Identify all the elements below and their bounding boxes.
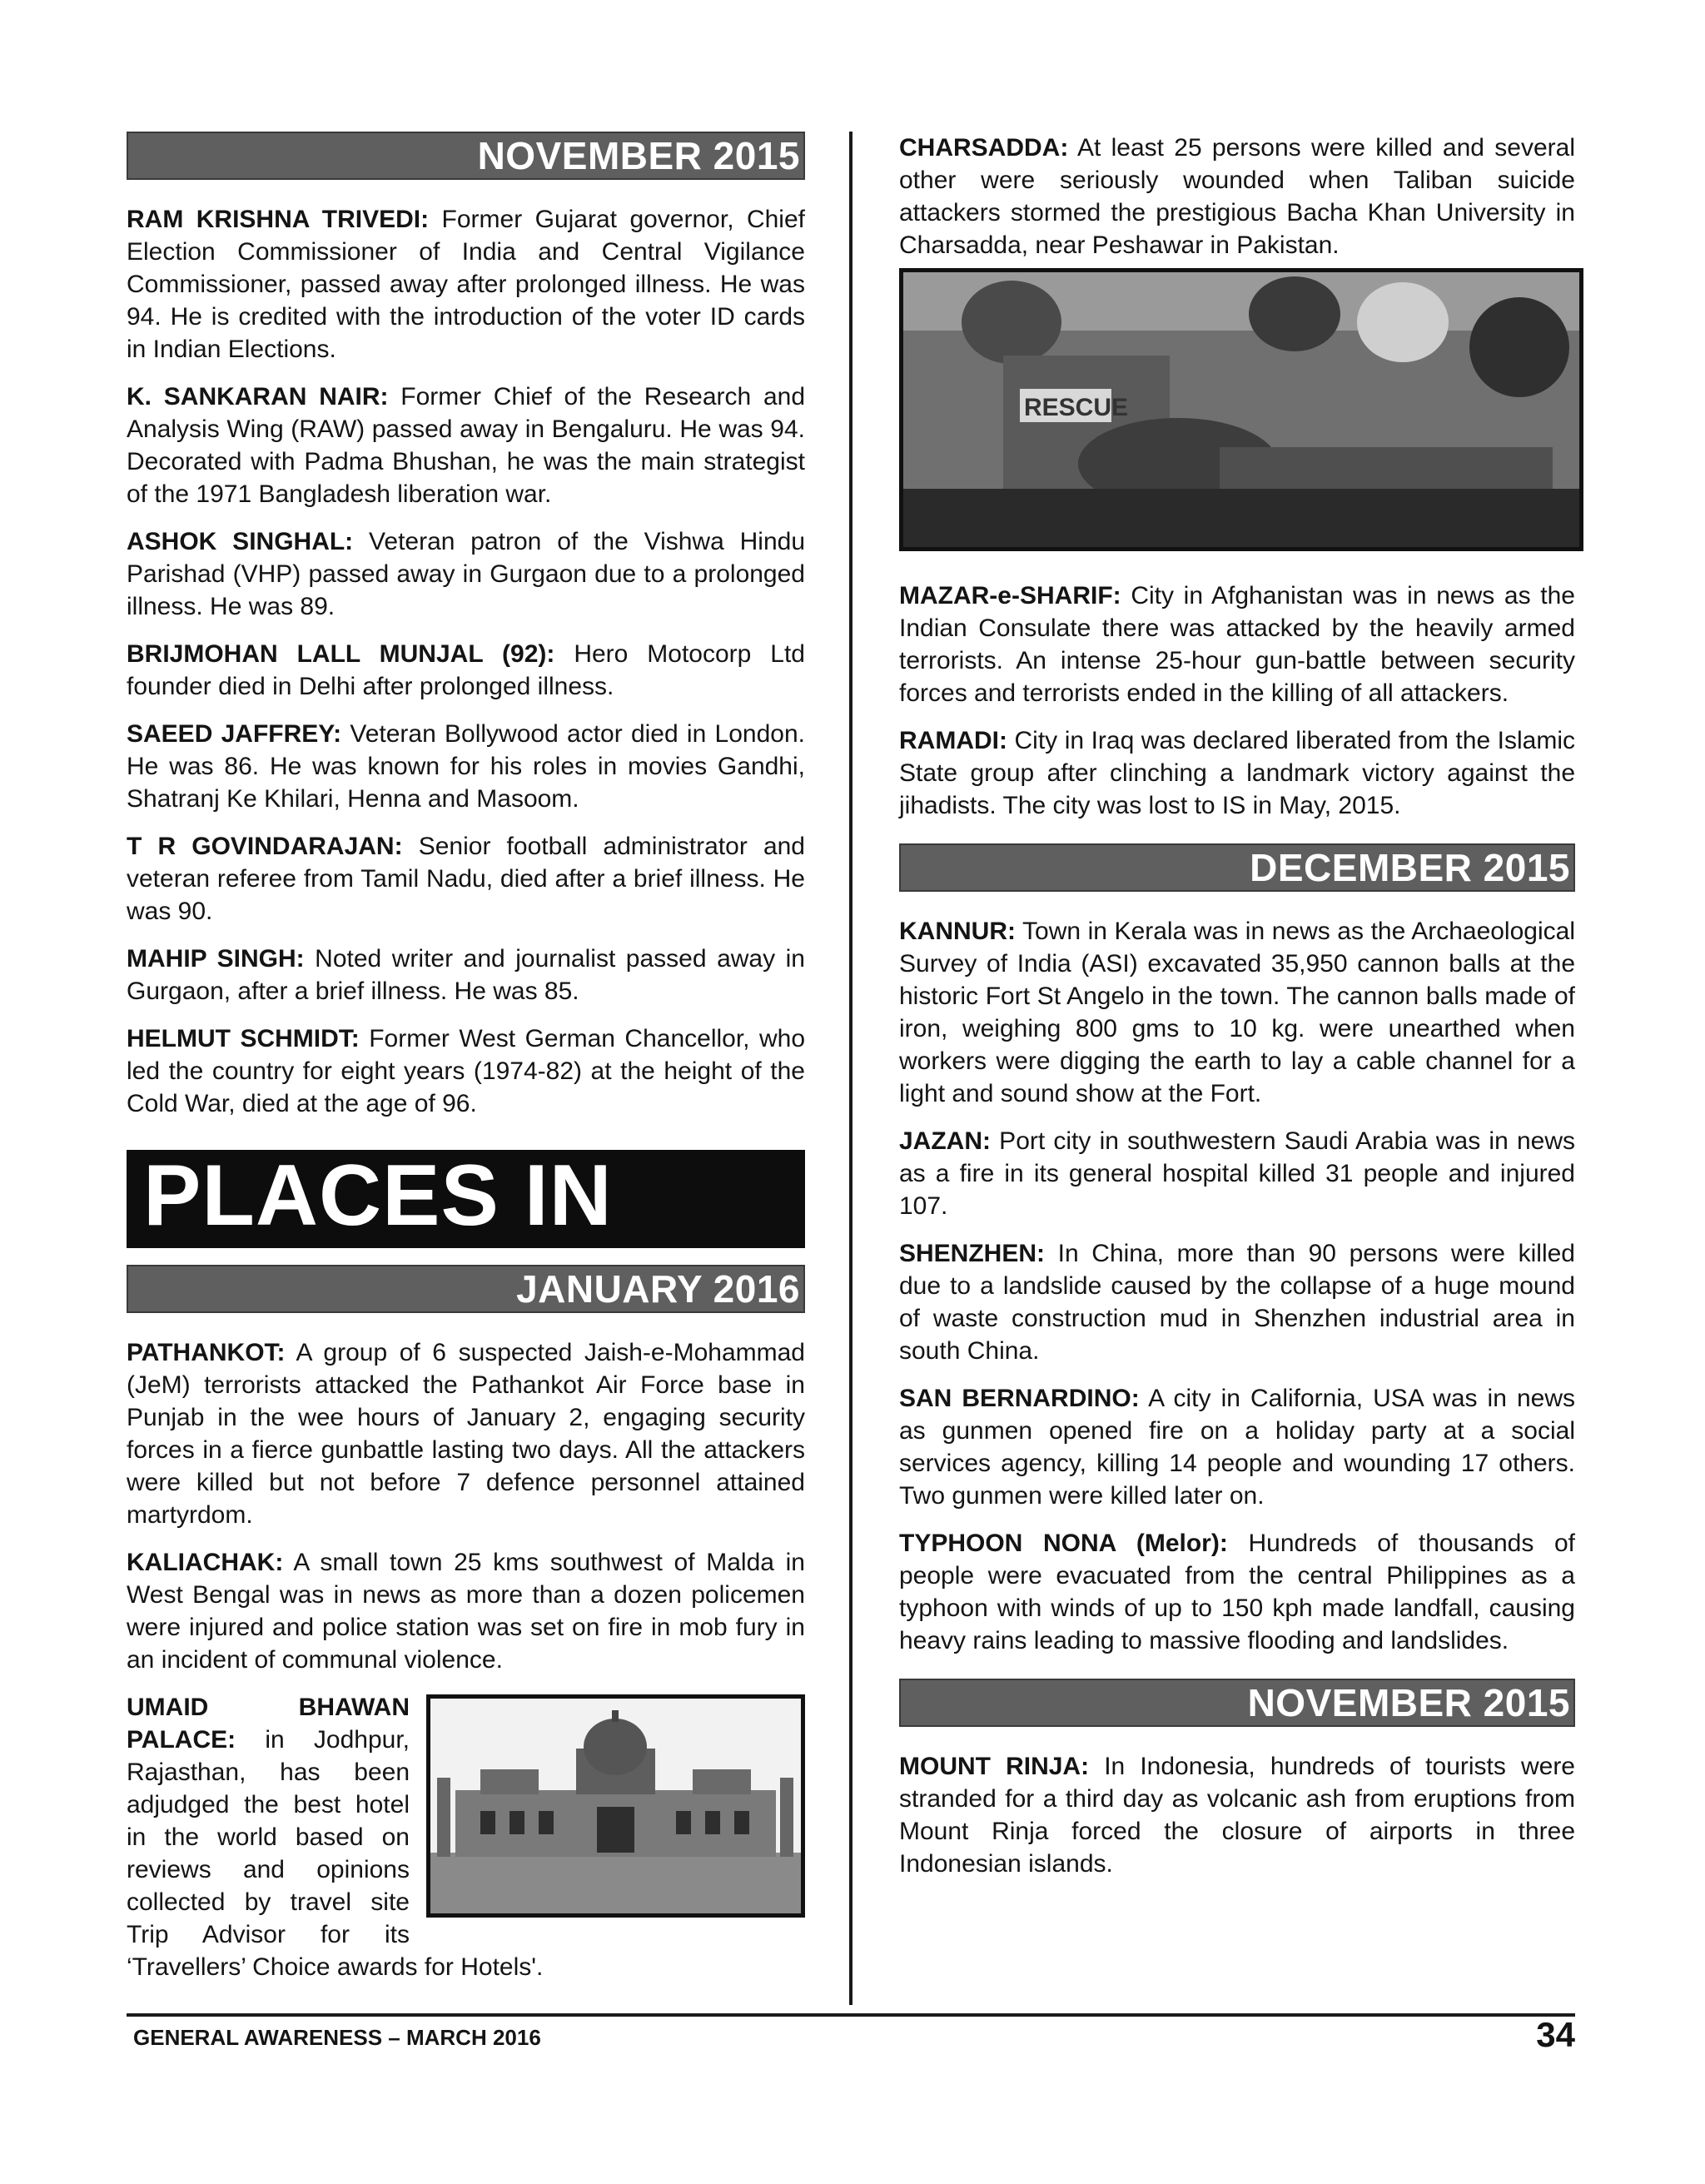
place-entry: MOUNT RINJA: In Indonesia, hundreds of tourists were stranded for a third day as volcanic ash from eruptions from Mount Rinja forced the closure of airports in three Indonesian islands. [899, 1753, 1575, 1878]
obituary-entry: MAHIP SINGH: Noted writer and journalist passed away in Gurgaon, after a brief illness. He was 85. [127, 945, 805, 1005]
footer-rule [127, 2013, 1575, 2017]
column-divider [849, 132, 852, 2005]
section-heading-december-2015 [899, 843, 1575, 892]
obituary-entry: BRIJMOHAN LALL MUNJAL (92): Hero Motocorp Ltd founder died in Delhi after prolonged illness. [127, 640, 805, 700]
place-entry: MAZAR-e-SHARIF: City in Afghanistan was in news as the Indian Consulate there was attacked by the heavily armed terrorists. An intense 25-hour gun-battle between security forces and terrorists ended in the killing of all attackers. [899, 582, 1575, 707]
section-heading-november-2015 [127, 132, 805, 180]
section-heading-november-2015-places [899, 1679, 1575, 1727]
section-heading-text: NOVEMBER 2015 [1247, 1681, 1570, 1724]
place-entry: KANNUR: Town in Kerala was in news as the Archaeological Survey of India (ASI) excavated 35,950 cannon balls at the historic Fort St Angelo in the town. The cannon balls made of iron, weighing 800 gms to 10 kg. were unearthed when workers were digging the earth to lay a cable channel for a light and sound show at the Fort. [899, 918, 1575, 1107]
section-heading-january-2016 [127, 1265, 805, 1313]
place-entry-charsadda: CHARSADDA: At least 25 persons were killed and several other were seriously wounded when Taliban suicide attackers stormed the prestigious Bacha Khan University in Charsadda, near Peshawar in Pakistan. [899, 134, 1575, 259]
page-number: 34 [1536, 2015, 1575, 2054]
rescue-scene-illustration [903, 272, 1579, 547]
obituary-entry: HELMUT SCHMIDT: Former West German Chancellor, who led the country for eight years (1974-82) at the height of the Cold War, died at the age of 96. [127, 1025, 806, 1117]
obituary-entry: SAEED JAFFREY: Veteran Bollywood actor died in London. He was 86. He was known for his roles in movies Gandhi, Shatranj Ke Khilari, Henna and Masoom. [127, 720, 805, 813]
place-entry-umaid-bhawan: UMAID BHAWAN PALACE: in Jodhpur, Rajasthan, has been adjudged the best hotel in the world based on reviews and opinions collected by travel site Trip Advisor for its ‘Travellers’ Choice awards for Hotels'. [127, 1694, 544, 1981]
obituary-entry: T R GOVINDARAJAN: Senior football administrator and veteran referee from Tamil Nadu, died after a brief illness. He was 90. [127, 833, 805, 925]
place-entry: JAZAN: Port city in southwestern Saudi Arabia was in news as a fire in its general hospital killed 31 people and injured 107. [899, 1127, 1575, 1220]
place-entry: PATHANKOT: A group of 6 suspected Jaish-e-Mohammad (JeM) terrorists attacked the Pathankot Air Force base in Punjab in the wee hours of January 2, engaging security forces in a fierce gunbattle lasting two days. All the attackers were killed but not before 7 defence personnel attained martyrdom. [127, 1339, 805, 1529]
umaid-bhawan-palace-photo [426, 1694, 805, 1918]
right-column [899, 132, 1575, 1895]
obituary-entry: ASHOK SINGHAL: Veteran patron of the Vishwa Hindu Parishad (VHP) passed away in Gurgaon due to a prolonged illness. He was 89. [127, 528, 806, 620]
left-column [127, 132, 805, 1998]
section-heading-text: JANUARY 2016 [516, 1267, 800, 1311]
obituary-entry: K. SANKARAN NAIR: Former Chief of the Research and Analysis Wing (RAW) passed away in Bengaluru. He was 94. Decorated with Padma Bhushan, he was the main strategist of the 1971 Bangladesh liberation war. [127, 383, 806, 508]
palace-illustration [430, 1699, 801, 1913]
rescue-vest-label: RESCUE [1024, 394, 1129, 421]
obituary-entry: RAM KRISHNA TRIVEDI: Former Gujarat governor, Chief Election Commissioner of India and Central Vigilance Commissioner, passed away after prolonged illness. He was 94. He is credited with the introduction of the voter ID cards in Indian Elections. [127, 206, 805, 363]
footer-publication: GENERAL AWARENESS – MARCH 2016 [133, 2025, 541, 2050]
places-in-news-title: PLACES IN [127, 1150, 805, 1248]
charsadda-attack-photo [899, 268, 1583, 551]
place-entry: TYPHOON NONA (Melor): Hundreds of thousands of people were evacuated from the central Philippines as a typhoon with winds of up to 150 kph made landfall, causing heavy rains leading to massive flooding and landslides. [899, 1530, 1575, 1654]
place-entry: SHENZHEN: In China, more than 90 persons were killed due to a landslide caused by the collapse of a huge mound of waste construction mud in Shenzhen industrial area in south China. [899, 1240, 1575, 1365]
place-entry: KALIACHAK: A small town 25 kms southwest of Malda in West Bengal was in news as more than a dozen policemen were injured and police station was set on fire in mob fury in an incident of communal violence. [127, 1549, 805, 1674]
place-entry: RAMADI: City in Iraq was declared liberated from the Islamic State group after clinching a landmark victory against the jihadists. The city was lost to IS in May, 2015. [899, 727, 1575, 819]
place-entry: SAN BERNARDINO: A city in California, USA was in news as gunmen opened fire on a holiday party at a social services agency, killing 14 people and wounding 17 others. Two gunmen were killed later on. [899, 1385, 1575, 1510]
section-heading-text: DECEMBER 2015 [1250, 846, 1570, 889]
section-heading-text: NOVEMBER 2015 [477, 134, 800, 177]
